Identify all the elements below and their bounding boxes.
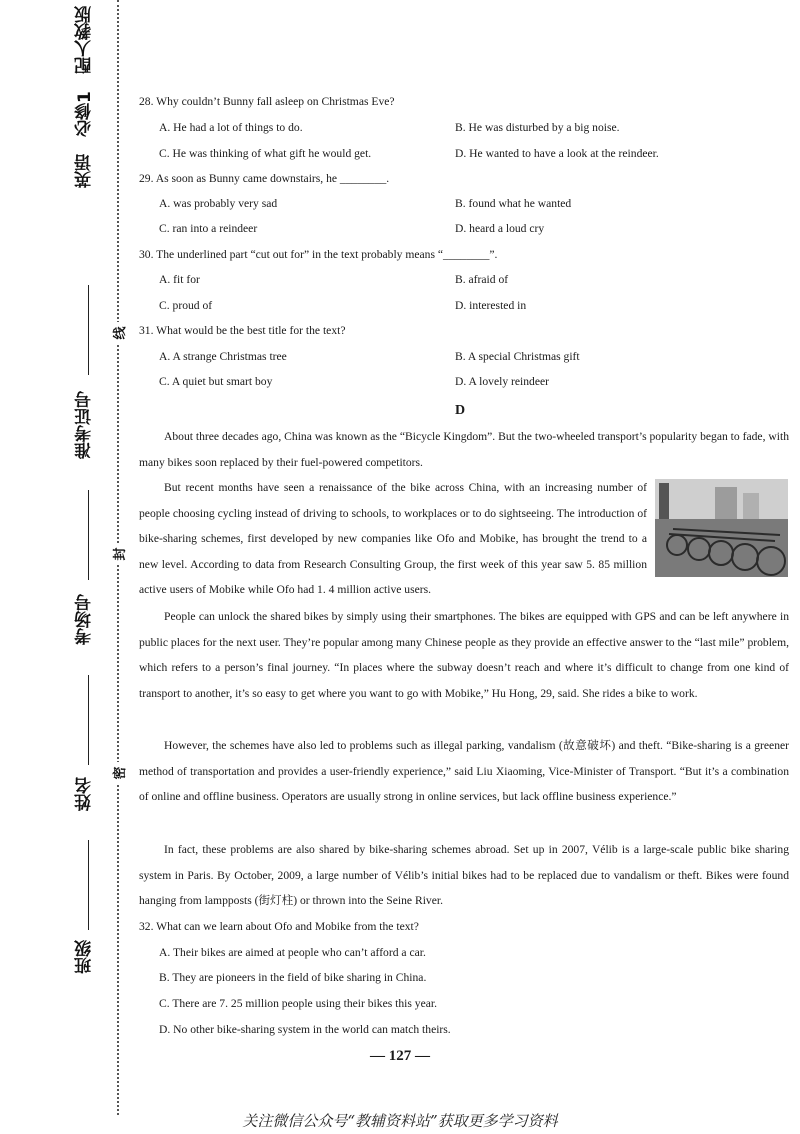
q29-option-a: A. was probably very sad (159, 197, 278, 210)
q28-option-b: B. He was disturbed by a big noise. (455, 121, 620, 134)
class-field-label: 班级 (75, 940, 95, 975)
q30-option-d: D. interested in (455, 299, 527, 312)
id-field-label: 准考证号 (75, 391, 95, 459)
q29-option-c: C. ran into a reindeer (159, 222, 258, 235)
seal-char-secret: 密 (107, 762, 129, 784)
q28-option-c: C. He was thinking of what gift he would get. (159, 147, 372, 160)
q31-option-c: C. A quiet but smart boy (159, 375, 273, 388)
passage-paragraph-3: People can unlock the shared bikes by simply using their smartphones. The bikes are equipped with GPS and can be left anywhere in public places for the next user. They’re popular among many Chinese people as they provide an effective answer to the “last mile” problem, which refers to a person’s final journey. “In places where the subway doesn’t reach and where it’s difficult to change from one kind of transport to another, it’s so easy to get where you want to go with Mobike,” Hu Hong, 29, said. She rides a bike to work. (139, 610, 789, 700)
q32-option-d: D. No other bike-sharing system in the world can match theirs. (159, 1023, 451, 1036)
section-heading: D (455, 403, 466, 418)
class-field-line (88, 840, 89, 930)
q30-option-c: C. proud of (159, 299, 213, 312)
passage-paragraph-4: However, the schemes have also led to problems such as illegal parking, vandalism (故意破坏) and theft. “Bike-sharing is a greener method of transportation and provides a user-friendly experience,” said Liu Xiaoming, Vice-Minister of Transport. “But it’s a combination of online and offline business. Operators are usually strong in online services, but lack offline business experience.” (139, 739, 789, 803)
q30-option-b: B. afraid of (455, 273, 509, 286)
page-number: — 127 — (370, 1048, 430, 1064)
q32-option-c: C. There are 7. 25 million people using their bikes this year. (159, 997, 437, 1010)
room-field-line (88, 490, 89, 580)
footer-notice: 关注微信公众号“教辅资料站”获取更多学习资料 (242, 1112, 558, 1130)
room-field-label: 考场号 (75, 594, 95, 646)
name-field-label: 姓名 (75, 777, 95, 812)
question-29-stem: 29. As soon as Bunny came downstairs, he ________. (139, 172, 390, 185)
q30-option-a: A. fit for (159, 273, 200, 286)
q32-option-b: B. They are pioneers in the field of bike sharing in China. (159, 971, 427, 984)
seal-char-seal: 封 (107, 543, 129, 565)
question-28-stem: 28. Why couldn’t Bunny fall asleep on Christmas Eve? (139, 95, 395, 108)
q28-option-d: D. He wanted to have a look at the reindeer. (455, 147, 659, 160)
passage-paragraph-5: In fact, these problems are also shared by bike-sharing schemes abroad. Set up in 2007, Vélib is a large-scale public bike sharing system in Paris. By October, 2009, a large number of Vélib’s initial bikes had to be replaced due to vandalism or theft. Bikes were found hanging from lampposts (街灯柱) or thrown into the Seine River. (139, 843, 789, 907)
q29-option-b: B. found what he wanted (455, 197, 572, 210)
question-30-stem: 30. The underlined part “cut out for” in the text probably means “________”. (139, 248, 498, 261)
q31-option-a: A. A strange Christmas tree (159, 350, 287, 363)
subject-info-label: 英语 必修1 配人教版 (75, 6, 95, 188)
name-field-line (88, 675, 89, 765)
parked-bikes-illustration (655, 479, 788, 577)
q31-option-d: D. A lovely reindeer (455, 375, 550, 388)
passage-paragraph-1: About three decades ago, China was known as the “Bicycle Kingdom”. But the two-wheeled transport’s popularity began to fade, with many bikes soon replaced by their fuel-powered competitors. (139, 430, 789, 469)
passage-paragraph-2: But recent months have seen a renaissance of the bike across China, with an increasing number of people choosing cycling instead of driving to schools, to workplaces or to do sightseeing. The introduction of bike-sharing schemes, first developed by new companies like Ofo and Mobike, has brought the trend to a new level. According to data from Research Consulting Group, the first week of this year saw 5. 85 million active users of Mobike while Ofo had 1. 4 million active users. (139, 481, 647, 596)
id-field-line (88, 285, 89, 375)
question-32-stem: 32. What can we learn about Ofo and Mobike from the text? (139, 920, 419, 933)
q31-option-b: B. A special Christmas gift (455, 350, 580, 363)
question-31-stem: 31. What would be the best title for the text? (139, 324, 346, 337)
q32-option-a: A. Their bikes are aimed at people who can’t afford a car. (159, 946, 426, 959)
q28-option-a: A. He had a lot of things to do. (159, 121, 303, 134)
seal-char-line: 线 (107, 322, 129, 344)
bike-sharing-photo (655, 479, 788, 577)
q29-option-d: D. heard a loud cry (455, 222, 545, 235)
